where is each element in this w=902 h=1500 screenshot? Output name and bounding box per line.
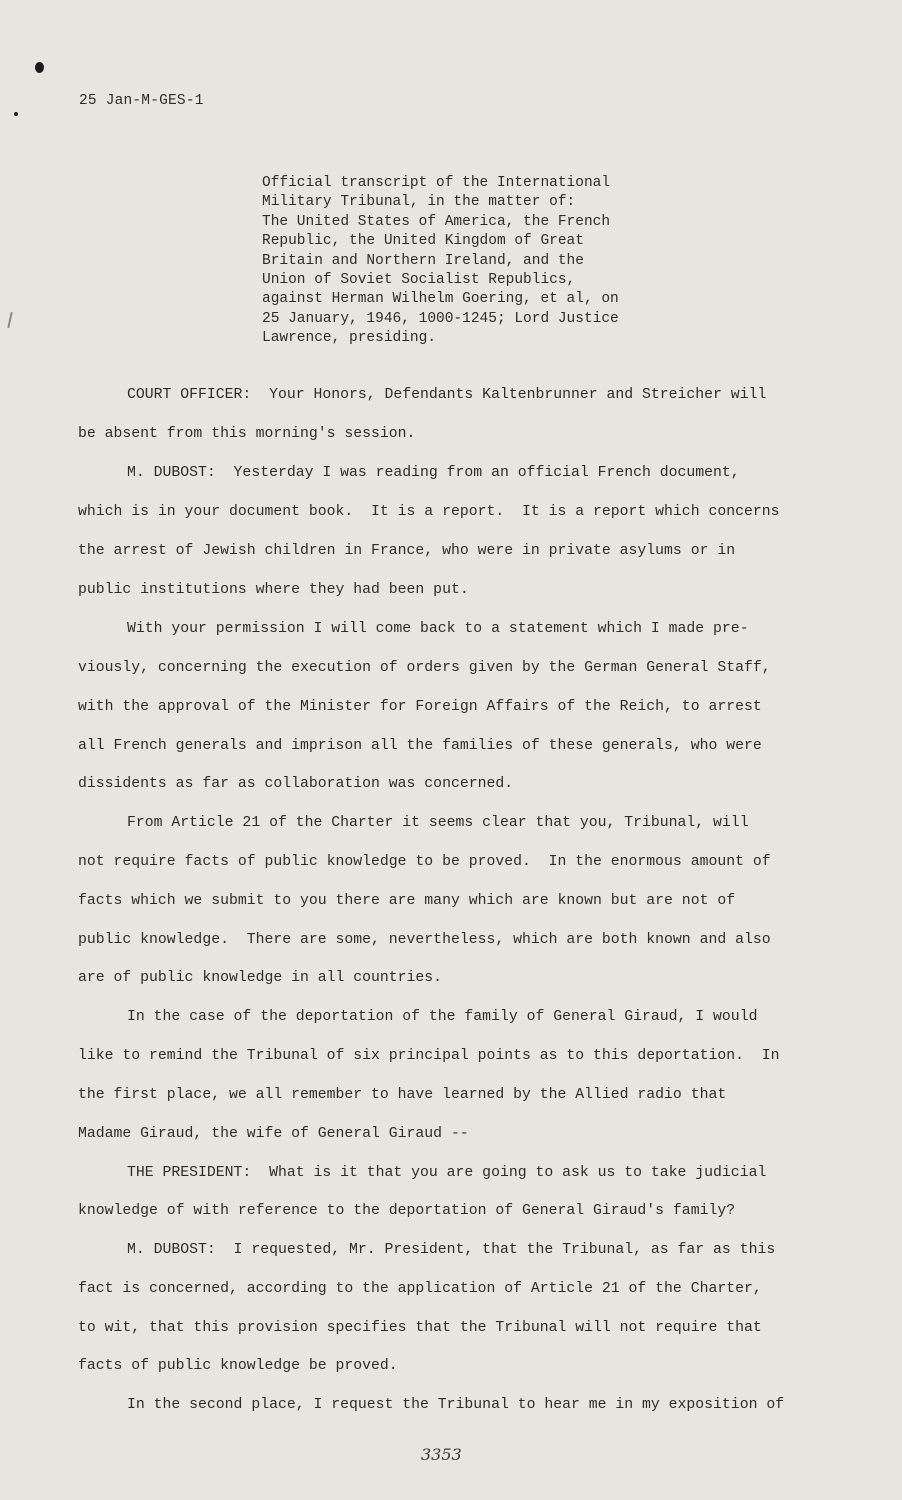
page-number: 3353 xyxy=(421,1445,462,1464)
body-line: With your permission I will come back to a statement which I made pre- xyxy=(127,621,749,637)
body-line: like to remind the Tribunal of six principal points as to this deportation. In xyxy=(78,1048,780,1064)
body-line: which is in your document book. It is a report. It is a report which concerns xyxy=(78,504,780,520)
preamble-line: 25 January, 1946, 1000-1245; Lord Justice xyxy=(262,310,619,327)
punch-hole-mark xyxy=(14,112,18,116)
preamble-line: The United States of America, the French xyxy=(262,213,611,230)
preamble-line: Union of Soviet Socialist Republics, xyxy=(262,271,576,288)
preamble-line: Lawrence, presiding. xyxy=(262,330,437,347)
body-line: Madame Giraud, the wife of General Giraud -- xyxy=(78,1126,469,1142)
preamble-line: Official transcript of the International xyxy=(262,175,611,191)
body-line: to wit, that this provision specifies that the Tribunal will not require that xyxy=(78,1320,762,1336)
body-line: In the case of the deportation of the family of General Giraud, I would xyxy=(127,1009,758,1025)
preamble-line: Republic, the United Kingdom of Great xyxy=(262,233,584,250)
body-line: all French generals and imprison all the families of these generals, who were xyxy=(78,738,762,754)
preamble xyxy=(262,174,682,349)
body-line: not require facts of public knowledge to be proved. In the enormous amount of xyxy=(78,854,771,870)
body-line: public knowledge. There are some, nevertheless, which are both known and also xyxy=(78,932,771,948)
preamble-line: Military Tribunal, in the matter of: xyxy=(262,194,576,211)
body-line: fact is concerned, according to the application of Article 21 of the Charter, xyxy=(78,1281,762,1297)
body-line: M. DUBOST: I requested, Mr. President, that the Tribunal, as far as this xyxy=(127,1242,776,1258)
margin-mark xyxy=(7,312,12,328)
body-line: be absent from this morning's session. xyxy=(78,426,416,442)
body-line: M. DUBOST: Yesterday I was reading from an official French document, xyxy=(127,465,740,481)
body-line: facts of public knowledge be proved. xyxy=(78,1358,398,1374)
preamble-line: Britain and Northern Ireland, and the xyxy=(262,252,584,269)
body-line: In the second place, I request the Tribunal to hear me in my exposition of xyxy=(127,1397,785,1413)
body-line: THE PRESIDENT: What is it that you are going to ask us to take judicial xyxy=(127,1165,767,1181)
body-line: the first place, we all remember to have learned by the Allied radio that xyxy=(78,1087,727,1103)
body-line: facts which we submit to you there are many which are known but are not of xyxy=(78,893,736,909)
body-line: with the approval of the Minister for Foreign Affairs of the Reich, to arrest xyxy=(78,699,762,715)
header-code: 25 Jan-M-GES-1 xyxy=(79,93,204,109)
body-line: COURT OFFICER: Your Honors, Defendants Kaltenbrunner and Streicher will xyxy=(127,387,767,403)
body-line: the arrest of Jewish children in France, who were in private asylums or in xyxy=(78,543,736,559)
body-line: dissidents as far as collaboration was concerned. xyxy=(78,776,514,792)
body-line: public institutions where they had been put. xyxy=(78,582,469,598)
body-line: knowledge of with reference to the deportation of General Giraud's family? xyxy=(78,1203,736,1219)
body-line: are of public knowledge in all countries. xyxy=(78,970,443,986)
body-line: viously, concerning the execution of orders given by the German General Staff, xyxy=(78,660,771,676)
preamble-line: against Herman Wilhelm Goering, et al, on xyxy=(262,291,619,308)
punch-hole-mark xyxy=(35,62,44,73)
body-line: From Article 21 of the Charter it seems clear that you, Tribunal, will xyxy=(127,815,749,831)
